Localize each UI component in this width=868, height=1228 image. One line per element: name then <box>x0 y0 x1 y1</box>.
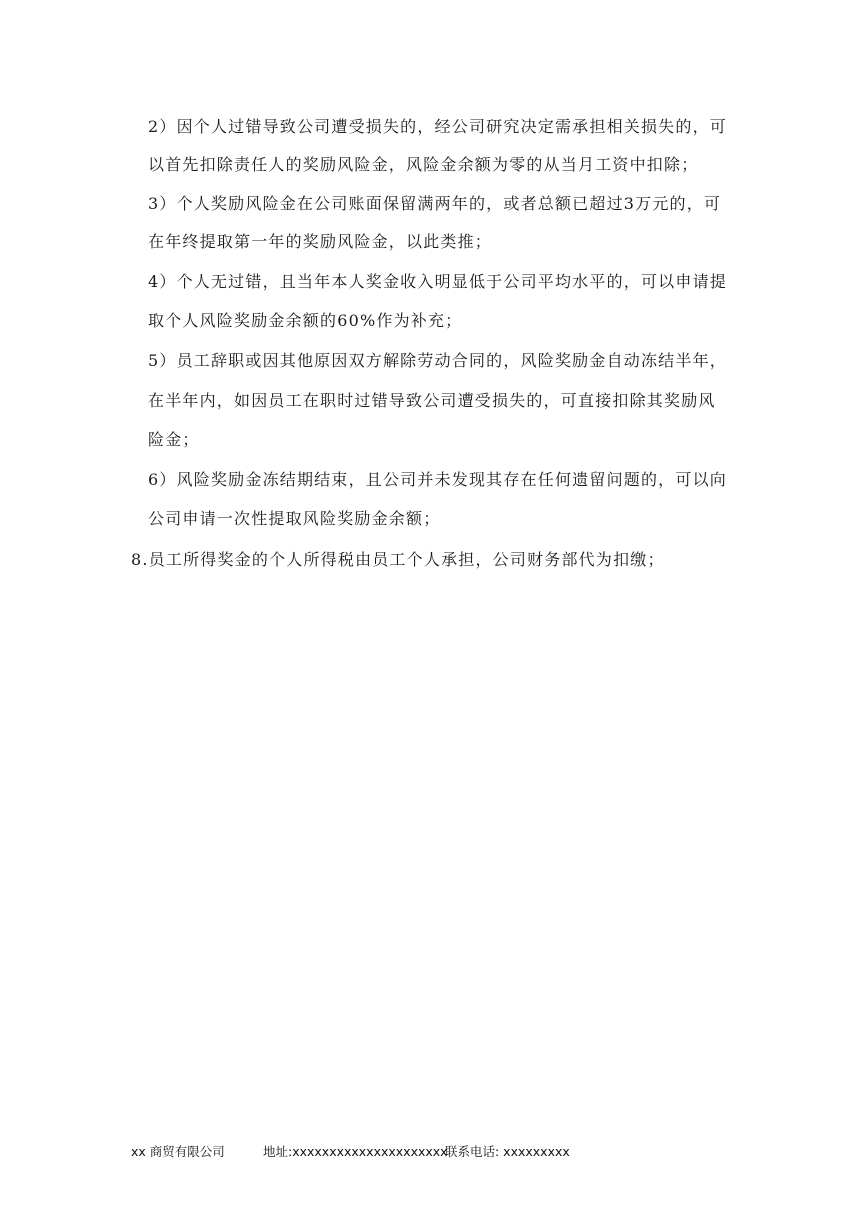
item-5-line-3: 险金； <box>148 430 200 449</box>
footer-address: 地址:xxxxxxxxxxxxxxxxxxxxx <box>263 1144 448 1159</box>
item-4-line-1: 4）个人无过错，且当年本人奖金收入明显低于公司平均水平的，可以申请提 <box>148 272 727 291</box>
item-4-line-2: 取个人风险奖励金余额的60%作为补充； <box>148 311 463 330</box>
item-5-line-2: 在半年内，如因员工在职时过错导致公司遭受损失的，可直接扣除其奖励风 <box>148 391 716 410</box>
item-3-line-1: 3）个人奖励风险金在公司账面保留满两年的，或者总额已超过3万元的，可 <box>148 194 722 213</box>
item-2-line-2: 以首先扣除责任人的奖励风险金，风险金余额为零的从当月工资中扣除； <box>148 155 699 174</box>
item-2-line-1: 2）因个人过错导致公司遭受损失的，经公司研究决定需承担相关损失的，可 <box>148 117 727 136</box>
item-3-line-2: 在年终提取第一年的奖励风险金，以此类推； <box>148 232 493 251</box>
page-footer <box>0 1143 868 1163</box>
item-5-line-1: 5）员工辞职或因其他原因双方解除劳动合同的，风险奖励金自动冻结半年， <box>148 351 727 370</box>
item-6-line-2: 公司申请一次性提取风险奖励金余额； <box>148 509 441 528</box>
footer-phone: 联系电话: xxxxxxxxx <box>445 1144 570 1159</box>
item-6-line-1: 6）风险奖励金冻结期结束，且公司并未发现其存在任何遗留问题的，可以向 <box>148 470 727 489</box>
item-8-line-1: 8.员工所得奖金的个人所得税由员工个人承担，公司财务部代为扣缴； <box>131 550 665 569</box>
footer-company: xx 商贸有限公司 <box>131 1144 225 1159</box>
